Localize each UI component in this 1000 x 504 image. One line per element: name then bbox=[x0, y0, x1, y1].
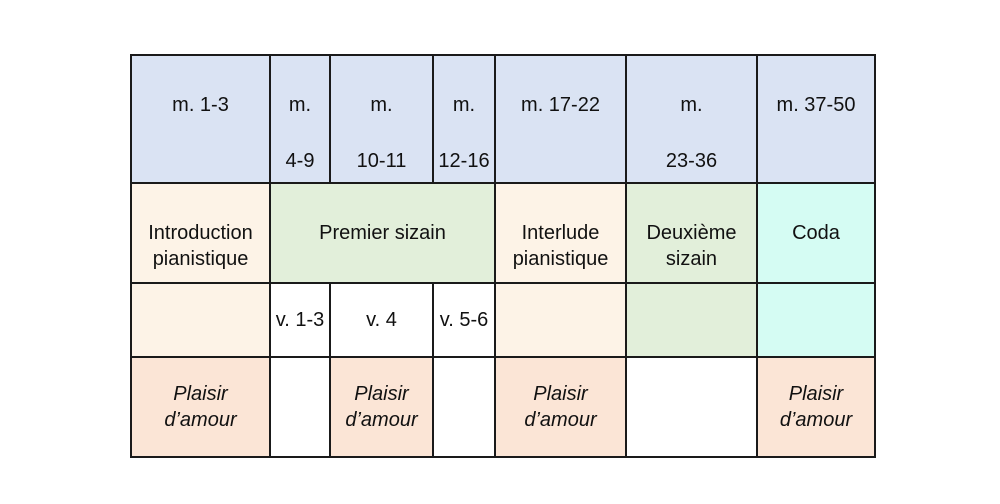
measure-label: m. bbox=[370, 94, 393, 116]
measure-cell-7 bbox=[757, 55, 875, 183]
measure-range: 12-16 bbox=[438, 150, 490, 172]
sections-row bbox=[131, 183, 875, 283]
verse-cell-2: v. 4 bbox=[330, 283, 433, 357]
section-interlude bbox=[495, 183, 626, 283]
measure-label: m. bbox=[452, 94, 476, 116]
measure-cell-6 bbox=[626, 55, 757, 183]
refrain-line1: Plaisir bbox=[173, 383, 228, 405]
measure-cell-3 bbox=[330, 55, 433, 183]
refrain-cell bbox=[330, 357, 433, 457]
section-intro bbox=[131, 183, 270, 283]
measures-row bbox=[131, 55, 875, 183]
section-coda bbox=[757, 183, 875, 283]
refrain-cell-empty bbox=[270, 357, 330, 457]
section-label: Interlude bbox=[521, 222, 600, 244]
section-premier-sizain bbox=[270, 183, 495, 283]
section-label: Introduction bbox=[148, 222, 253, 244]
refrain-line1: Plaisir bbox=[354, 383, 409, 405]
measure-range: 23-36 bbox=[665, 150, 718, 172]
section-label: Premier sizain bbox=[319, 222, 446, 244]
verse-cell-3: v. 5-6 bbox=[433, 283, 495, 357]
section-label-line2: sizain bbox=[665, 248, 718, 270]
measure-cell-1 bbox=[131, 55, 270, 183]
measure-label: m. 37-50 bbox=[776, 94, 856, 116]
section-deuxieme-sizain bbox=[626, 183, 757, 283]
refrain-cell bbox=[495, 357, 626, 457]
refrain-cell bbox=[131, 357, 270, 457]
refrain-line2: d’amour bbox=[524, 409, 597, 431]
section-label-line2: pianistique bbox=[512, 248, 609, 270]
verse-cell-empty bbox=[131, 283, 270, 357]
song-form-table bbox=[130, 54, 876, 458]
measure-range: 4-9 bbox=[285, 150, 315, 172]
verse-cell-1: v. 1-3 bbox=[270, 283, 330, 357]
verse-cell-empty bbox=[495, 283, 626, 357]
section-label: Coda bbox=[792, 222, 840, 244]
verse-cell-empty bbox=[757, 283, 875, 357]
measure-range: 10-11 bbox=[356, 150, 407, 172]
verses-row bbox=[131, 283, 875, 357]
section-label: Deuxième bbox=[646, 222, 737, 244]
verse-cell-empty bbox=[626, 283, 757, 357]
refrain-line1: Plaisir bbox=[788, 383, 844, 405]
measure-label: m. 17-22 bbox=[521, 94, 600, 116]
refrain-row bbox=[131, 357, 875, 457]
measure-cell-5 bbox=[495, 55, 626, 183]
refrain-cell bbox=[757, 357, 875, 457]
measure-cell-4 bbox=[433, 55, 495, 183]
refrain-cell-empty bbox=[626, 357, 757, 457]
measure-label: m. bbox=[680, 94, 703, 116]
measure-label: m. 1-3 bbox=[172, 94, 229, 116]
refrain-line2: d’amour bbox=[345, 409, 418, 431]
refrain-cell-empty bbox=[433, 357, 495, 457]
section-label-line2: pianistique bbox=[152, 248, 249, 270]
refrain-line2: d’amour bbox=[164, 409, 237, 431]
measure-cell-2 bbox=[270, 55, 330, 183]
measure-label: m. bbox=[288, 94, 312, 116]
refrain-line2: d’amour bbox=[779, 409, 853, 431]
refrain-line1: Plaisir bbox=[533, 383, 588, 405]
